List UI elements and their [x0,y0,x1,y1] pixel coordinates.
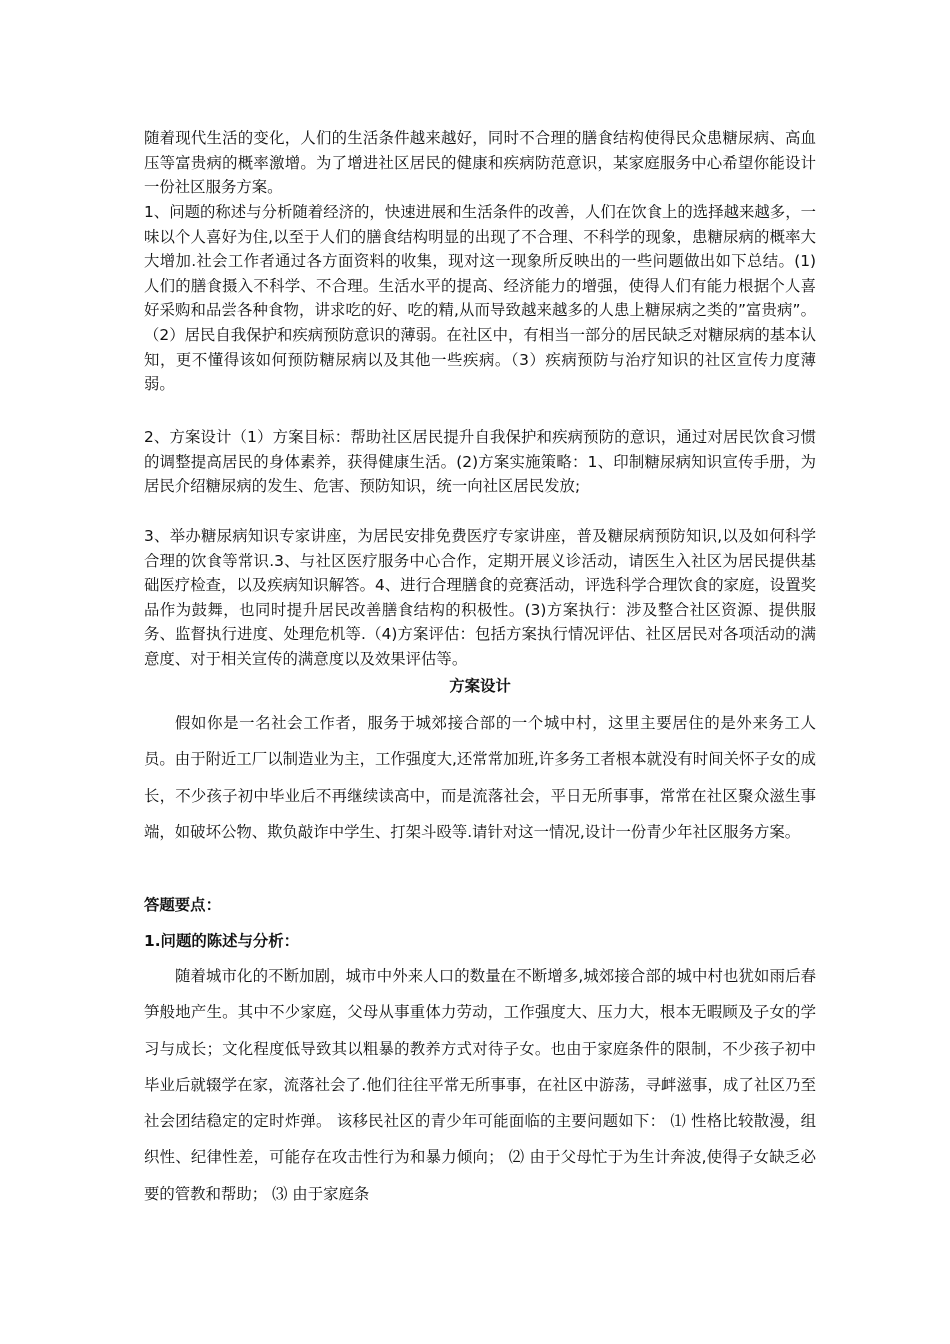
plan-design-paragraph: 2、方案设计（1）方案目标：帮助社区居民提升自我保护和疾病预防的意识，通过对居民饮食习惯的调整提高居民的身体素养，获得健康生活。(2)方案实施策略：1、印制糖尿病知识宣传手册，为居民介绍糖尿病的发生、危害、预防知识，统一向社区居民发放; [144,428,816,496]
answer-points-heading: 答题要点： [144,896,221,914]
section-title: 方案设计 [449,677,511,695]
problem-statement-heading: 1.问题的陈述与分析： [144,932,300,950]
intro-paragraph: 随着现代生活的变化，人们的生活条件越来越好，同时不合理的膳食结构使得民众患糖尿病、高血压等富贵病的概率激增。为了增进社区居民的健康和疾病防范意识，某家庭服务中心希望你能设计一份社区服务方案。 [144,129,816,197]
implementation-strategy-paragraph: 3、举办糖尿病知识专家讲座，为居民安排免费医疗专家讲座，普及糖尿病预防知识,以及如何科学合理的饮食等常识.3、与社区医疗服务中心合作，定期开展义诊活动，请医生入社区为居民提供基础医疗检查，以及疾病知识解答。4、进行合理膳食的竞赛活动，评选科学合理饮食的家庭，设置奖品作为鼓舞，也同时提升居民改善膳食结构的积极性。(3)方案执行：涉及整合社区资源、提供服务、监督执行进度、处理危机等.（4)方案评估：包括方案执行情况评估、社区居民对各项活动的满意度、对于相关宣传的满意度以及效果评估等。 [144,527,816,668]
problem-analysis-paragraph: 1、问题的称述与分析随着经济的，快速进展和生活条件的改善，人们在饮食上的选择越来越多，一味以个人喜好为住,以至于人们的膳食结构明显的出现了不合理、不科学的现象，患糖尿病的概率大大增加.社会工作者通过各方面资料的收集，现对这一现象所反映出的一些问题做出如下总结。(1)人们的膳食摄入不科学、不合理。生活水平的提高、经济能力的增强，使得人们有能力根据个人喜好采购和品尝各种食物，讲求吃的好、吃的精,从而导致越来越多的人患上糖尿病之类的”富贵病”。（2）居民自我保护和疾病预防意识的薄弱。在社区中，有相当一部分的居民缺乏对糖尿病的基本认知，更不懂得该如何预防糖尿病以及其他一些疾病。（3）疾病预防与治疗知识的社区宣传力度薄弱。 [144,203,816,394]
urbanization-analysis-paragraph: 随着城市化的不断加剧，城市中外来人口的数量在不断增多,城郊接合部的城中村也犹如雨后春笋般地产生。其中不少家庭，父母从事重体力劳动，工作强度大、压力大，根本无暇顾及子女的学习与成长；文化程度低导致其以粗暴的教养方式对待子女。也由于家庭条件的限制，不少孩子初中毕业后就辍学在家，流落社会了.他们往往平常无所事事，在社区中游荡，寻衅滋事，成了社区乃至社会团结稳定的定时炸弹。 该移民社区的青少年可能面临的主要问题如下： ⑴ 性格比较散漫，组织性、纪律性差，可能存在攻击性行为和暴力倾向； ⑵ 由于父母忙于为生计奔波,使得子女缺乏必要的管教和帮助； ⑶ 由于家庭条 [144,967,816,1203]
scenario-paragraph: 假如你是一名社会工作者，服务于城郊接合部的一个城中村，这里主要居住的是外来务工人员。由于附近工厂以制造业为主，工作强度大,还常常加班,许多务工者根本就没有时间关怀子女的成长，不少孩子初中毕业后不再继续读高中，而是流落社会，平日无所事事，常常在社区聚众滋生事端，如破坏公物、欺负敲诈中学生、打架斗殴等.请针对这一情况,设计一份青少年社区服务方案。 [144,714,816,841]
